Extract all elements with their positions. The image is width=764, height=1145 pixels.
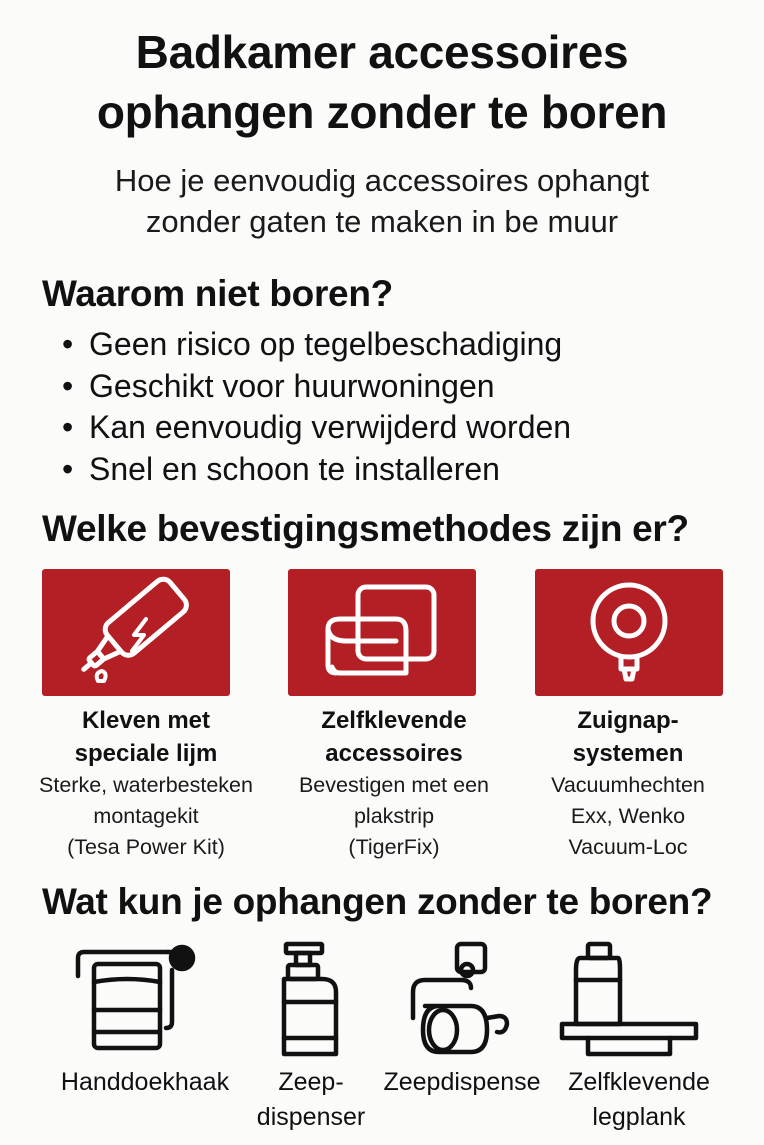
list-item-text: Snel en schoon te installeren (89, 450, 500, 487)
subtitle-line-2: zonder gaten te maken in be muur (145, 204, 619, 239)
method-desc: Vacuum-Loc (568, 835, 688, 859)
page-title (0, 22, 764, 142)
method-suction (498, 704, 758, 863)
title-line-2: ophangen zonder te boren (96, 86, 668, 138)
method-title: systemen (572, 740, 684, 767)
method-desc: Bevestigen met een (298, 773, 490, 797)
bullet-symbol: • (62, 450, 74, 487)
method-desc: (Tesa Power Kit) (67, 835, 225, 859)
accessory-label: legplank (592, 1103, 686, 1131)
method-desc: montagekit (93, 804, 199, 828)
list-item (62, 324, 571, 366)
accessory-label: Zeepdispense (383, 1068, 541, 1096)
title-line-1: Badkamer accessoires (135, 26, 629, 78)
accessory-label: Handdoekhaak (60, 1068, 230, 1096)
what-heading: Wat kun je ophangen zonder te boren? (42, 881, 713, 922)
method-desc: Exx, Wenko (570, 804, 686, 828)
method-title: speciale lijm (74, 740, 218, 767)
method-desc: Sterke, waterbesteken (39, 773, 253, 797)
list-item (62, 407, 571, 449)
why-heading: Waarom niet boren? (42, 273, 393, 314)
method-tile-glue (42, 569, 230, 696)
accessory-label-shelf (552, 1065, 726, 1135)
bullet-symbol: • (62, 367, 74, 404)
bullet-symbol: • (62, 409, 74, 445)
list-item (62, 366, 571, 408)
shelf-icon (558, 940, 703, 1060)
adhesive-strip-icon (288, 569, 476, 696)
method-adhesive (264, 704, 524, 863)
bullet-symbol: • (62, 326, 74, 362)
soap-dispenser-icon (270, 940, 350, 1060)
list-item-text: Kan eenvoudig verwijderd worden (89, 409, 572, 445)
page-subtitle (0, 160, 764, 242)
method-title: Zuignap- (577, 707, 679, 734)
list-item (62, 449, 571, 491)
method-tile-adhesive (288, 569, 476, 696)
suction-cup-icon (535, 569, 723, 696)
method-title: accessoires (325, 740, 463, 767)
subtitle-line-1: Hoe je eenvoudig accessoires ophangt (114, 163, 650, 198)
towel-hook-icon (72, 940, 202, 1060)
list-item-text: Geschikt voor huurwoningen (89, 367, 495, 404)
accessory-label-soap-dispenser (240, 1065, 382, 1135)
method-title: Zelfklevende (321, 707, 467, 734)
method-tile-suction (535, 569, 723, 696)
accessory-label: Zeep- (278, 1068, 344, 1096)
method-desc: Vacuumhechten (551, 773, 705, 797)
list-item-text: Geen risico op tegelbeschadiging (89, 326, 563, 362)
methods-heading: Welke bevestigingsmethodes zijn er? (42, 508, 689, 549)
toilet-roll-holder-icon (405, 940, 515, 1060)
method-desc: (TigerFix) (348, 835, 440, 859)
accessory-label-towel-hook (42, 1065, 248, 1100)
accessory-label: dispenser (256, 1103, 366, 1131)
method-title: Kleven met (81, 707, 211, 734)
accessory-label: Zelfklevende (568, 1068, 710, 1096)
accessory-label-toilet-roll (376, 1065, 548, 1100)
method-glue (16, 704, 276, 863)
glue-tube-icon (42, 569, 230, 696)
why-list (62, 324, 571, 490)
method-desc: plakstrip (353, 804, 435, 828)
